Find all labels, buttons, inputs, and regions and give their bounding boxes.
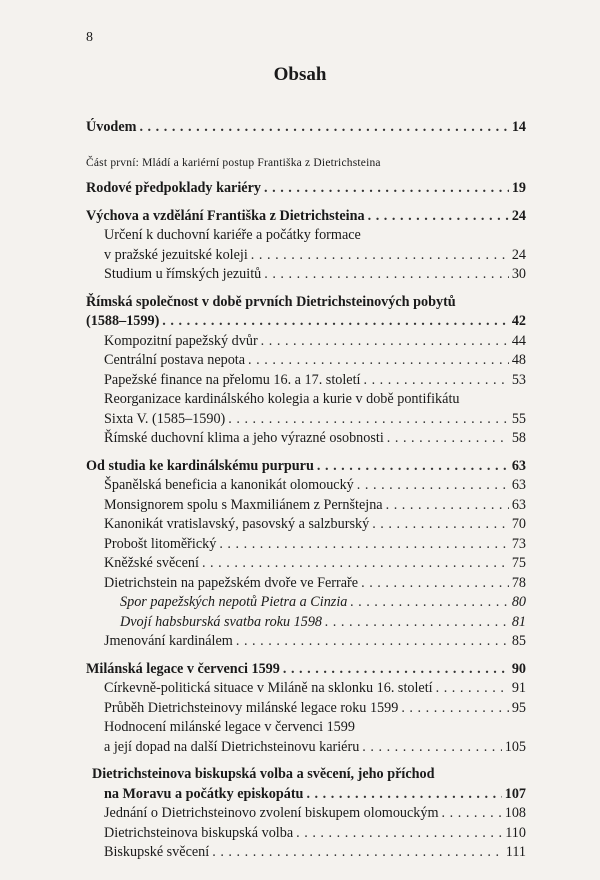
toc-subentry[interactable] <box>86 554 526 574</box>
entry-title: Spor papežských nepotů Pietra a Cinzia <box>120 594 348 610</box>
entry-title: na Moravu a počátky episkopátu <box>104 785 304 802</box>
dot-leader <box>212 843 503 863</box>
entry-title: Biskupské svěcení <box>104 844 210 860</box>
page-number: 8 <box>86 30 93 45</box>
entry-title: Monsignorem spolu s Maxmiliánem z Pernštejna <box>104 496 383 513</box>
toc-subentry[interactable] <box>86 265 526 285</box>
toc-subentry[interactable] <box>86 804 526 824</box>
toc-subentry-line: Určení k duchovní kariéře a počátky formace <box>104 227 361 243</box>
entry-page: 91 <box>511 680 526 696</box>
toc-subentry[interactable] <box>86 824 526 844</box>
entry-page: 53 <box>511 371 526 388</box>
entry-page: 19 <box>511 180 526 196</box>
dot-leader <box>401 699 508 719</box>
dot-leader <box>386 496 509 516</box>
entry-page: 111 <box>505 844 526 860</box>
entry-title: Od studia ke kardinálskému purpuru <box>86 457 314 474</box>
entry-page: 63 <box>511 496 526 513</box>
entry-title: Úvodem <box>86 119 137 135</box>
toc-subentry-line: Reorganizace kardinálského kolegia a kurie v době pontifikátu <box>104 391 460 407</box>
dot-leader <box>236 632 509 652</box>
dot-leader <box>325 613 509 633</box>
entry-title: Studium u římských jezuitů <box>104 266 262 282</box>
dot-leader <box>442 804 502 824</box>
dot-leader <box>202 554 509 574</box>
toc-subentry-line: Hodnocení milánské legace v červenci 1599 <box>104 719 355 735</box>
entry-page: 73 <box>511 535 526 552</box>
toc-subentry[interactable] <box>86 246 526 266</box>
page-title: Obsah <box>273 64 327 85</box>
entry-title: Římské duchovní klima a jeho výrazné osobnosti <box>104 430 384 446</box>
dot-leader <box>296 824 502 844</box>
dot-leader <box>162 312 509 332</box>
dot-leader <box>139 118 508 138</box>
dot-leader <box>372 515 509 535</box>
toc-entry[interactable] <box>86 457 526 477</box>
entry-page: 14 <box>511 119 526 135</box>
entry-page: 95 <box>511 699 526 716</box>
dot-leader <box>350 593 508 613</box>
entry-page: 80 <box>511 594 526 610</box>
toc-subentry[interactable] <box>86 699 526 719</box>
entry-title: Probošt litoměřický <box>104 535 217 552</box>
entry-page: 48 <box>511 352 526 368</box>
dot-leader <box>387 429 509 449</box>
entry-page: 81 <box>511 613 526 630</box>
entry-page: 105 <box>504 738 526 755</box>
entry-title: Rodové předpoklady kariéry <box>86 180 261 196</box>
entry-title: Kněžské svěcení <box>104 555 199 571</box>
entry-page: 24 <box>511 246 526 263</box>
dot-leader <box>436 679 509 699</box>
entry-page: 42 <box>511 313 526 329</box>
entry-page: 90 <box>511 660 526 677</box>
toc-subentry[interactable] <box>86 535 526 555</box>
toc-entry[interactable] <box>86 785 526 805</box>
entry-page: 110 <box>505 824 526 841</box>
entry-title: Kompozitní papežský dvůr <box>104 332 258 349</box>
entry-title: Milánská legace v červenci 1599 <box>86 660 280 677</box>
toc-subentry[interactable] <box>86 632 526 652</box>
toc-entry[interactable] <box>86 118 526 138</box>
entry-page: 78 <box>511 574 526 591</box>
dot-leader <box>264 179 509 199</box>
entry-page: 24 <box>511 207 526 224</box>
toc-entry[interactable] <box>86 179 526 199</box>
entry-title: Sixta V. (1585–1590) <box>104 410 226 427</box>
toc-subentry[interactable] <box>86 476 526 496</box>
dot-leader <box>261 332 509 352</box>
toc-subentry[interactable] <box>86 679 526 699</box>
entry-page: 63 <box>511 477 526 493</box>
entry-title: v pražské jezuitské koleji <box>104 246 248 263</box>
dot-leader <box>362 738 501 758</box>
toc-subsubentry[interactable] <box>86 613 526 633</box>
entry-title: Jednání o Dietrichsteinovo zvolení biskupem olomouckým <box>104 805 439 821</box>
entry-title: Papežské finance na přelomu 16. a 17. století <box>104 371 361 388</box>
entry-title: Církevně-politická situace v Miláně na sklonku 16. století <box>104 680 433 696</box>
entry-title: (1588–1599) <box>86 313 160 329</box>
entry-title: Dvojí habsburská svatba roku 1598 <box>120 613 323 630</box>
entry-title: Výchova a vzdělání Františka z Dietrichsteina <box>86 207 365 224</box>
entry-page: 44 <box>511 332 526 349</box>
toc-entry-line: Římská společnost v době prvních Dietrichsteinových pobytů <box>86 293 456 310</box>
entry-page: 63 <box>511 457 526 474</box>
dot-leader <box>317 457 509 477</box>
entry-title: Centrální postava nepota <box>104 352 246 368</box>
entry-title: Dietrichsteinova biskupská volba <box>104 824 294 841</box>
entry-page: 58 <box>511 430 526 446</box>
toc-subentry[interactable] <box>86 410 526 430</box>
part-heading: Část první: Mládí a kariérní postup Františka z Dietrichsteina <box>86 156 381 169</box>
dot-leader <box>357 476 509 496</box>
dot-leader <box>363 371 508 391</box>
entry-title: Průběh Dietrichsteinovy milánské legace roku 1599 <box>104 699 399 716</box>
entry-page: 30 <box>511 266 526 282</box>
entry-page: 108 <box>504 805 526 821</box>
dot-leader <box>283 660 509 680</box>
entry-page: 55 <box>511 410 526 427</box>
entry-title: a její dopad na další Dietrichsteinovu kariéru <box>104 738 360 755</box>
toc-subentry[interactable] <box>86 574 526 594</box>
entry-title: Španělská beneficia a kanonikát olomoucký <box>104 477 354 493</box>
dot-leader <box>219 535 509 555</box>
dot-leader <box>368 207 509 227</box>
toc-entry[interactable] <box>86 660 526 680</box>
toc-subentry[interactable] <box>86 351 526 371</box>
table-of-contents <box>86 118 526 863</box>
dot-leader <box>228 410 509 430</box>
entry-page: 107 <box>504 785 526 802</box>
dot-leader <box>306 785 501 805</box>
dot-leader <box>248 351 509 371</box>
entry-title: Jmenování kardinálem <box>104 633 233 649</box>
entry-page: 70 <box>511 516 526 532</box>
toc-subsubentry[interactable] <box>86 593 526 613</box>
dot-leader <box>264 265 509 285</box>
dot-leader <box>251 246 509 266</box>
toc-subentry[interactable] <box>86 738 526 758</box>
toc-subentry[interactable] <box>86 496 526 516</box>
dot-leader <box>361 574 509 594</box>
toc-entry[interactable] <box>86 312 526 332</box>
entry-page: 85 <box>511 633 526 649</box>
toc-subentry[interactable] <box>86 515 526 535</box>
toc-entry[interactable] <box>86 207 526 227</box>
entry-page: 75 <box>511 555 526 571</box>
entry-title: Dietrichstein na papežském dvoře ve Ferraře <box>104 574 359 591</box>
toc-subentry[interactable] <box>86 843 526 863</box>
toc-entry-line: Dietrichsteinova biskupská volba a svěcení, jeho příchod <box>92 766 435 782</box>
toc-subentry[interactable] <box>86 429 526 449</box>
toc-subentry[interactable] <box>86 371 526 391</box>
toc-subentry[interactable] <box>86 332 526 352</box>
entry-title: Kanonikát vratislavský, pasovský a salzburský <box>104 516 370 532</box>
